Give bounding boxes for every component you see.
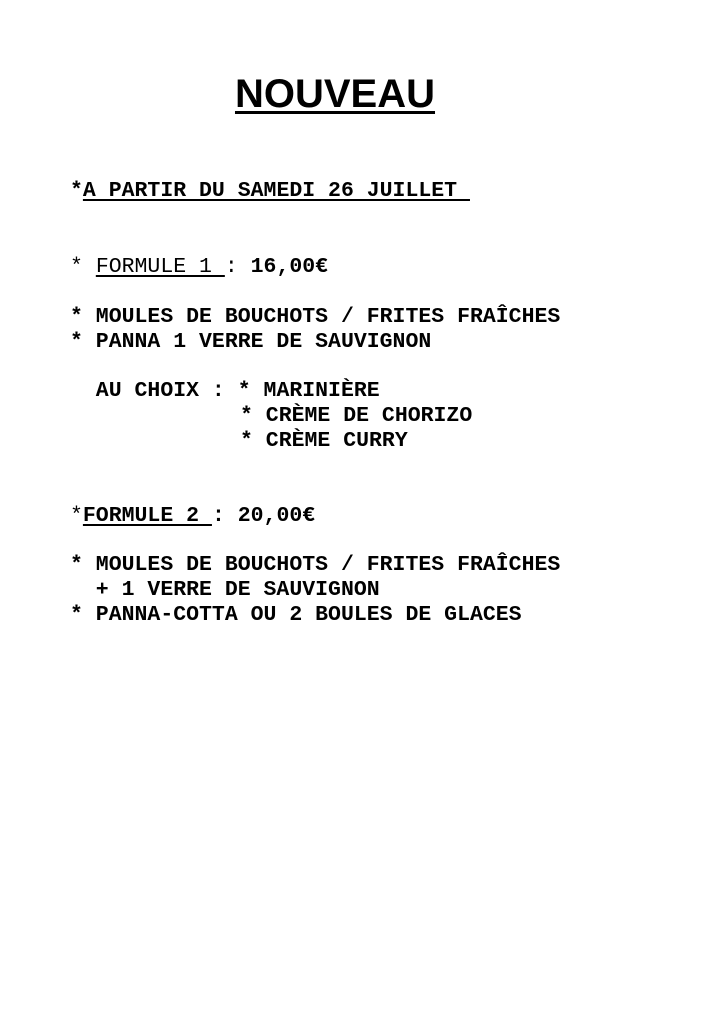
formule-1-item: * PANNA 1 VERRE DE SAUVIGNON xyxy=(70,330,432,354)
choice-item: * MARINIÈRE xyxy=(237,379,380,403)
page-title xyxy=(0,68,670,120)
formule-2-label: FORMULE 2 xyxy=(82,504,212,528)
date-line xyxy=(70,178,470,204)
choice-label: AU CHOIX : xyxy=(70,379,238,403)
formule-2-heading xyxy=(70,503,315,529)
date-line-prefix: * xyxy=(70,179,83,203)
formule-2-separator: : xyxy=(211,504,238,528)
formule-1-price: 16,00€ xyxy=(250,255,329,279)
formule-1-item: * MOULES DE BOUCHOTS / FRITES FRAÎCHES xyxy=(70,305,561,329)
formule-1-label: FORMULE 1 xyxy=(95,255,225,279)
page-title-text: NOUVEAU xyxy=(234,72,436,116)
formule-2-item: * PANNA-COTTA OU 2 BOULES DE GLACES xyxy=(70,603,522,627)
choice-line xyxy=(70,378,380,404)
choice-item: * CRÈME CURRY xyxy=(240,429,408,453)
choice-item: * CRÈME DE CHORIZO xyxy=(240,404,473,428)
formule-2-item: * MOULES DE BOUCHOTS / FRITES FRAÎCHES xyxy=(70,553,561,577)
date-line-text: A PARTIR DU SAMEDI 26 JUILLET xyxy=(82,179,470,203)
formule-2-price: 20,00€ xyxy=(237,504,316,528)
formule-1-heading xyxy=(70,254,328,280)
formule-1-prefix: * xyxy=(70,255,96,279)
formule-1-separator: : xyxy=(224,255,251,279)
formule-2-prefix: * xyxy=(70,504,83,528)
formule-2-item: + 1 VERRE DE SAUVIGNON xyxy=(70,578,380,602)
